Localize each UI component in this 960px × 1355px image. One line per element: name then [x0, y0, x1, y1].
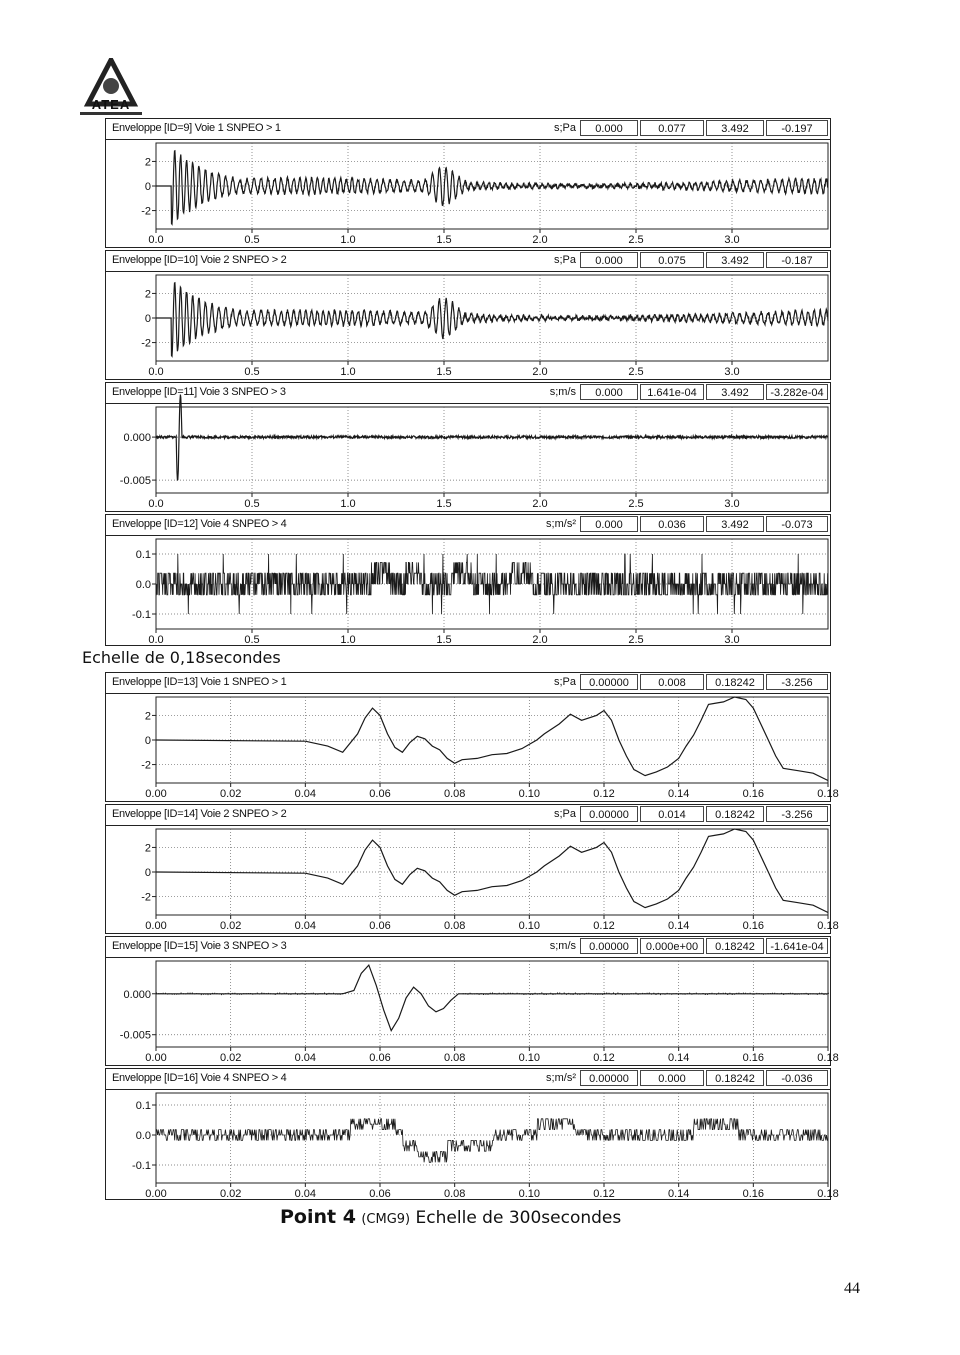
x-tick-label: 0.0 — [148, 234, 164, 246]
x-tick-label: 3.0 — [724, 634, 740, 646]
x-tick-label: 1.5 — [436, 366, 452, 378]
x-tick-label: 0.5 — [244, 634, 260, 646]
chart-units: s;m/s — [549, 940, 576, 952]
y-tick-label: 0.000 — [123, 988, 151, 1001]
x-tick-label: 0.12 — [593, 1052, 615, 1064]
point-caption — [280, 1206, 621, 1228]
chart-title: Enveloppe [ID=9] Voie 1 SNPEO > 1 — [112, 122, 281, 134]
scale-label: Echelle de 300secondes — [415, 1208, 622, 1228]
x-tick-label: 0.10 — [518, 1052, 541, 1064]
y-tick-label: -0.005 — [119, 1029, 151, 1042]
plot-area — [106, 515, 830, 645]
x-tick-label: 0.02 — [219, 788, 242, 800]
readout-box-2: 0.000e+00 — [640, 938, 704, 954]
y-tick-label: -0.1 — [132, 1160, 151, 1172]
readout-box-4: -0.073 — [766, 516, 828, 532]
x-tick-label: 0.16 — [742, 1188, 765, 1200]
page-number: 44 — [844, 1280, 860, 1297]
chart-panel-id14 — [105, 804, 839, 934]
x-tick-label: 0.00 — [145, 920, 167, 932]
x-tick-label: 0.02 — [219, 920, 242, 932]
chart-title: Enveloppe [ID=12] Voie 4 SNPEO > 4 — [112, 518, 287, 530]
x-tick-label: 3.0 — [724, 366, 740, 378]
y-tick-label: 0 — [144, 735, 151, 747]
x-tick-label: 0.5 — [244, 498, 260, 510]
x-tick-label: 1.5 — [436, 234, 452, 246]
readout-box-1: 0.000 — [580, 384, 638, 400]
x-tick-label: 0.06 — [369, 1188, 391, 1200]
chart-panel-id13 — [105, 672, 839, 802]
x-tick-label: 0.02 — [219, 1052, 242, 1064]
y-tick-label: -2 — [141, 891, 151, 904]
readout-box-2: 0.014 — [640, 806, 704, 822]
x-tick-label: 0.08 — [443, 1188, 466, 1200]
x-tick-label: 0.08 — [443, 788, 466, 800]
x-tick-label: 0.10 — [518, 1188, 541, 1200]
readout-box-4: -3.282e-04 — [766, 384, 828, 400]
readout-box-4: -3.256 — [766, 806, 828, 822]
chart-units: s;Pa — [553, 254, 576, 266]
x-tick-label: 0.10 — [518, 920, 541, 932]
plot-frame — [156, 961, 828, 1047]
chart-panel-id12 — [105, 514, 831, 646]
chart-units: s;m/s — [549, 386, 576, 398]
readout-box-3: 3.492 — [706, 384, 764, 400]
chart-units: s;m/s² — [546, 1072, 576, 1084]
x-tick-label: 1.5 — [436, 498, 452, 510]
y-tick-label: 0 — [144, 313, 151, 325]
x-tick-label: 2.5 — [628, 234, 644, 246]
plot-area — [106, 119, 830, 247]
x-tick-label: 1.5 — [436, 634, 452, 646]
logo-text: ATEA — [91, 97, 131, 112]
chart-title: Enveloppe [ID=10] Voie 2 SNPEO > 2 — [112, 254, 287, 266]
signal-trace — [156, 697, 828, 781]
readout-box-1: 0.00000 — [580, 1070, 638, 1086]
x-tick-label: 0.04 — [294, 920, 317, 932]
readout-box-2: 0.075 — [640, 252, 704, 268]
chart-panel-id10 — [105, 250, 831, 380]
chart-units: s;m/s² — [546, 518, 576, 530]
chart-title: Enveloppe [ID=13] Voie 1 SNPEO > 1 — [112, 676, 287, 688]
x-tick-label: 0.5 — [244, 366, 260, 378]
plot-area — [106, 937, 839, 1065]
readout-box-3: 0.18242 — [706, 806, 764, 822]
scale-caption: Echelle de 0,18secondes — [82, 648, 281, 667]
x-tick-label: 1.0 — [340, 234, 356, 246]
readout-box-2: 1.641e-04 — [640, 384, 704, 400]
x-tick-label: 0.10 — [518, 788, 541, 800]
y-tick-label: -0.1 — [132, 609, 151, 621]
x-tick-label: 0.16 — [742, 1052, 765, 1064]
x-tick-label: 0.12 — [593, 920, 615, 932]
x-tick-label: 0.18 — [817, 1188, 839, 1200]
x-tick-label: 0.18 — [817, 1052, 839, 1064]
signal-trace — [156, 829, 828, 913]
x-tick-label: 2.5 — [628, 634, 644, 646]
y-tick-label: 0 — [144, 867, 151, 879]
readout-box-4: -0.197 — [766, 120, 828, 136]
x-tick-label: 3.0 — [724, 498, 740, 510]
plot-area — [106, 383, 830, 511]
x-tick-label: 0.5 — [244, 234, 260, 246]
y-tick-label: 0.0 — [135, 1130, 151, 1142]
readout-box-2: 0.000 — [640, 1070, 704, 1086]
x-tick-label: 0.14 — [667, 788, 690, 800]
x-tick-label: 0.14 — [667, 920, 690, 932]
readout-box-3: 3.492 — [706, 516, 764, 532]
sensor-label: (CMG9) — [361, 1212, 411, 1227]
readout-box-1: 0.00000 — [580, 674, 638, 690]
x-tick-label: 0.06 — [369, 1052, 391, 1064]
signal-trace — [156, 151, 828, 224]
plot-area — [106, 673, 839, 801]
x-tick-label: 0.12 — [593, 788, 615, 800]
y-tick-label: -2 — [141, 759, 151, 772]
readout-box-4: -1.641e-04 — [766, 938, 828, 954]
readout-box-3: 0.18242 — [706, 674, 764, 690]
y-tick-label: 0 — [144, 181, 151, 193]
x-tick-label: 0.08 — [443, 920, 466, 932]
readout-box-4: -3.256 — [766, 674, 828, 690]
x-tick-label: 2.0 — [532, 498, 548, 510]
readout-box-4: -0.187 — [766, 252, 828, 268]
x-tick-label: 2.5 — [628, 366, 644, 378]
chart-units: s;Pa — [553, 676, 576, 688]
y-tick-label: -2 — [141, 337, 151, 350]
x-tick-label: 0.0 — [148, 634, 164, 646]
y-tick-label: -2 — [141, 205, 151, 218]
x-tick-label: 2.0 — [532, 366, 548, 378]
readout-box-2: 0.077 — [640, 120, 704, 136]
x-tick-label: 0.12 — [593, 1188, 615, 1200]
readout-box-2: 0.036 — [640, 516, 704, 532]
chart-title: Enveloppe [ID=14] Voie 2 SNPEO > 2 — [112, 808, 287, 820]
readout-box-3: 0.18242 — [706, 938, 764, 954]
x-tick-label: 1.0 — [340, 366, 356, 378]
x-tick-label: 0.14 — [667, 1052, 690, 1064]
plot-area — [106, 805, 839, 933]
signal-trace — [156, 554, 828, 614]
x-tick-label: 0.00 — [145, 788, 167, 800]
x-tick-label: 0.06 — [369, 920, 391, 932]
y-tick-label: -0.005 — [119, 475, 151, 488]
plot-area — [106, 251, 830, 379]
x-tick-label: 2.0 — [532, 634, 548, 646]
chart-units: s;Pa — [553, 808, 576, 820]
readout-box-1: 0.00000 — [580, 938, 638, 954]
readout-box-2: 0.008 — [640, 674, 704, 690]
readout-box-1: 0.000 — [580, 516, 638, 532]
x-tick-label: 0.18 — [817, 788, 839, 800]
y-tick-label: 2 — [144, 710, 151, 723]
readout-box-3: 0.18242 — [706, 1070, 764, 1086]
chart-units: s;Pa — [553, 122, 576, 134]
x-tick-label: 0.0 — [148, 366, 164, 378]
y-tick-label: 0.0 — [135, 579, 151, 591]
x-tick-label: 0.04 — [294, 1052, 317, 1064]
y-tick-label: 2 — [144, 156, 151, 169]
y-tick-label: 0.1 — [135, 549, 151, 561]
x-tick-label: 0.14 — [667, 1188, 690, 1200]
y-tick-label: 2 — [144, 288, 151, 301]
x-tick-label: 0.06 — [369, 788, 391, 800]
x-tick-label: 0.16 — [742, 920, 765, 932]
x-tick-label: 0.18 — [817, 920, 839, 932]
readout-box-1: 0.000 — [580, 252, 638, 268]
x-tick-label: 0.04 — [294, 1188, 317, 1200]
x-tick-label: 1.0 — [340, 498, 356, 510]
x-tick-label: 0.00 — [145, 1188, 167, 1200]
readout-box-3: 3.492 — [706, 252, 764, 268]
chart-panel-id9 — [105, 118, 831, 248]
readout-box-1: 0.00000 — [580, 806, 638, 822]
chart-title: Enveloppe [ID=16] Voie 4 SNPEO > 4 — [112, 1072, 287, 1084]
chart-title: Enveloppe [ID=11] Voie 3 SNPEO > 3 — [112, 386, 286, 398]
x-tick-label: 0.02 — [219, 1188, 242, 1200]
x-tick-label: 0.00 — [145, 1052, 167, 1064]
readout-box-3: 3.492 — [706, 120, 764, 136]
x-tick-label: 2.0 — [532, 234, 548, 246]
chart-title: Enveloppe [ID=15] Voie 3 SNPEO > 3 — [112, 940, 287, 952]
chart-panel-id16 — [105, 1068, 839, 1200]
x-tick-label: 0.0 — [148, 498, 164, 510]
readout-box-4: -0.036 — [766, 1070, 828, 1086]
readout-box-1: 0.000 — [580, 120, 638, 136]
signal-trace — [156, 965, 828, 1031]
x-tick-label: 3.0 — [724, 234, 740, 246]
x-tick-label: 1.0 — [340, 634, 356, 646]
plot-area — [106, 1069, 839, 1200]
logo-underline — [80, 112, 142, 115]
chart-panel-id11 — [105, 382, 831, 512]
x-tick-label: 0.08 — [443, 1052, 466, 1064]
y-tick-label: 0.1 — [135, 1100, 151, 1112]
y-tick-label: 2 — [144, 842, 151, 855]
x-tick-label: 0.04 — [294, 788, 317, 800]
signal-trace — [156, 1119, 828, 1163]
y-tick-label: 0.000 — [123, 432, 151, 445]
signal-trace — [156, 283, 828, 356]
chart-panel-id15 — [105, 936, 839, 1066]
point-label: Point 4 — [280, 1206, 356, 1228]
x-tick-label: 2.5 — [628, 498, 644, 510]
x-tick-label: 0.16 — [742, 788, 765, 800]
